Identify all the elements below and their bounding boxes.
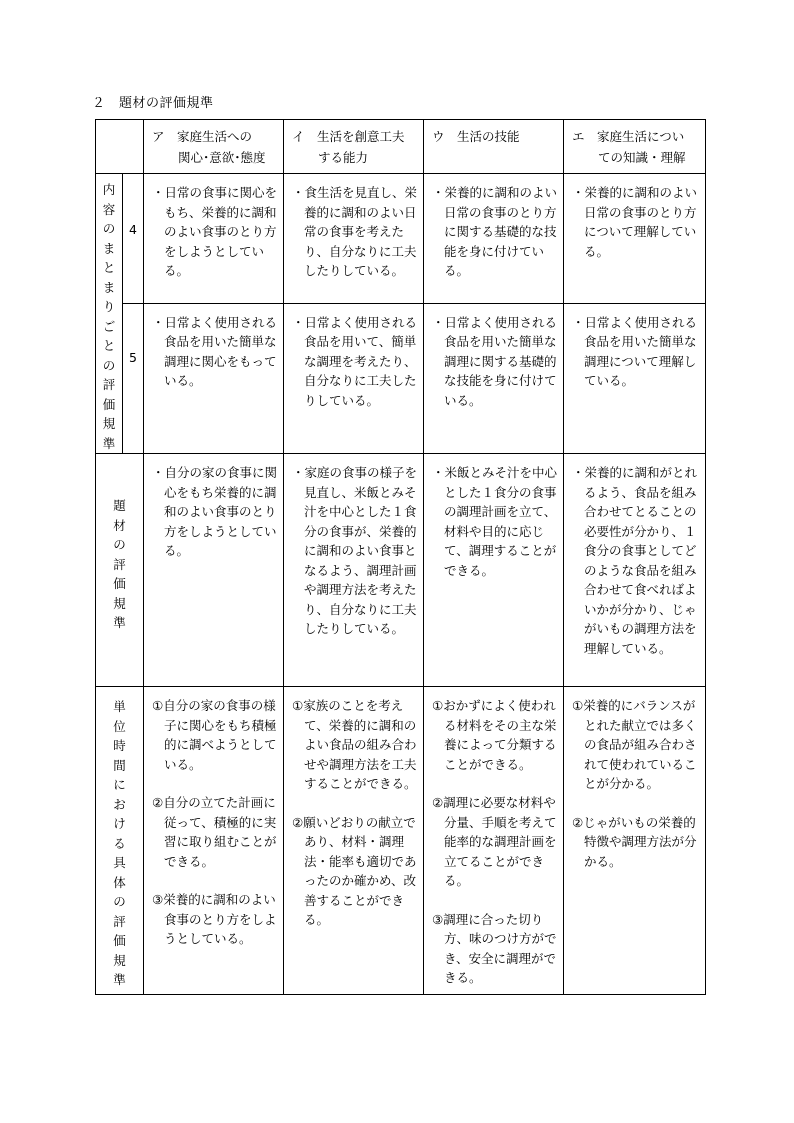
criteria-cell: ・日常の食事に関心をもち、栄養的に調和のよい食事のとり方をしようとしている。 — [144, 174, 284, 304]
criteria-cell: ・日常よく使用される食品を用いた簡単な調理に関心をもっている。 — [144, 303, 284, 453]
criteria-cell: ・日常よく使用される食品を用いた簡単な調理に関する基礎的な技能を身に付けている。 — [424, 303, 564, 453]
criteria-cell: ・日常よく使用される食品を用いて、簡単な調理を考えたり、自分なりに工夫したりしている。 — [284, 303, 424, 453]
criteria-cell: ①栄養的にバランスがとれた献立では多くの食品が組み合わされて使われていることが分かる。 ②じゃがいもの栄養的特徴や調理方法が分かる。 — [564, 687, 706, 995]
column-header-i: イ 生活を創意工夫 する能力 — [284, 120, 424, 174]
level-4-label: 4 — [123, 174, 144, 304]
column-header-u: ウ 生活の技能 — [424, 120, 564, 174]
row-label-unit: 題材の評価規準 — [96, 454, 144, 687]
unit-criteria-row — [96, 454, 706, 687]
criteria-cell: ・自分の家の食事に関心をもち栄養的に調和のよい食事のとり方をしようとしている。 — [144, 454, 284, 687]
content-level-5-row — [96, 303, 706, 453]
criteria-cell: ①自分の家の食事の様子に関心をもち積極的に調べようとしている。 ②自分の立てた計画に従って、積極的に実習に取り組むことができる。 ③栄養的に調和のよい食事のとり方をしようとしている。 — [144, 687, 284, 995]
criteria-cell: ・栄養的に調和のよい日常の食事のとり方について理解している。 — [564, 174, 706, 304]
level-5-label: 5 — [123, 303, 144, 453]
header-row — [96, 120, 706, 174]
criteria-cell: ・米飯とみそ汁を中心とした１食分の食事の調理計画を立て、材料や目的に応じて、調理することができる。 — [424, 454, 564, 687]
column-header-a: ア 家庭生活への 関心･意欲･態度 — [144, 120, 284, 174]
corner-cell — [96, 120, 144, 174]
criteria-cell: ・栄養的に調和がとれるよう、食品を組み合わせてとることの必要性が分かり、１食分の食事としてどのような食品を組み合わせて食べればよいかが分かり、じゃがいもの調理方法を理解している。 — [564, 454, 706, 687]
section-heading: ２ 題材の評価規準 — [92, 96, 214, 111]
criteria-cell: ・栄養的に調和のよい日常の食事のとり方に関する基礎的な技能を身に付けている。 — [424, 174, 564, 304]
criteria-cell: ・日常よく使用される食品を用いた簡単な調理について理解している。 — [564, 303, 706, 453]
content-level-4-row — [96, 174, 706, 304]
criteria-cell: ①おかずによく使われる材料をその主な栄養によって分類することができる。 ②調理に必要な材料や分量、手順を考えて能率的な調理計画を立てることができる。 ③調理に合った切り方、味のつけ方ができ、安全に調理ができる。 — [424, 687, 564, 995]
criteria-cell: ①家族のことを考えて、栄養的に調和のよい食品の組み合わせや調理方法を工夫することができる。 ②願いどおりの献立であり、材料・調理法・能率も適切であったのか確かめ、改善することができる。 — [284, 687, 424, 995]
row-label-content-unit: 内容のまとまりごとの評価規準 — [96, 174, 123, 454]
lesson-criteria-row — [96, 687, 706, 995]
evaluation-criteria-table — [95, 119, 706, 995]
row-label-lesson: 単位時間における具体の評価規準 — [96, 687, 144, 995]
criteria-cell: ・家庭の食事の様子を見直し、米飯とみそ汁を中心とした１食分の食事が、栄養的に調和のよい食事となるよう、調理計画や調理方法を考えたり、自分なりに工夫したりしている。 — [284, 454, 424, 687]
criteria-cell: ・食生活を見直し、栄養的に調和のよい日常の食事を考えたり、自分なりに工夫したりしている。 — [284, 174, 424, 304]
column-header-e: エ 家庭生活につい ての知識・理解 — [564, 120, 706, 174]
